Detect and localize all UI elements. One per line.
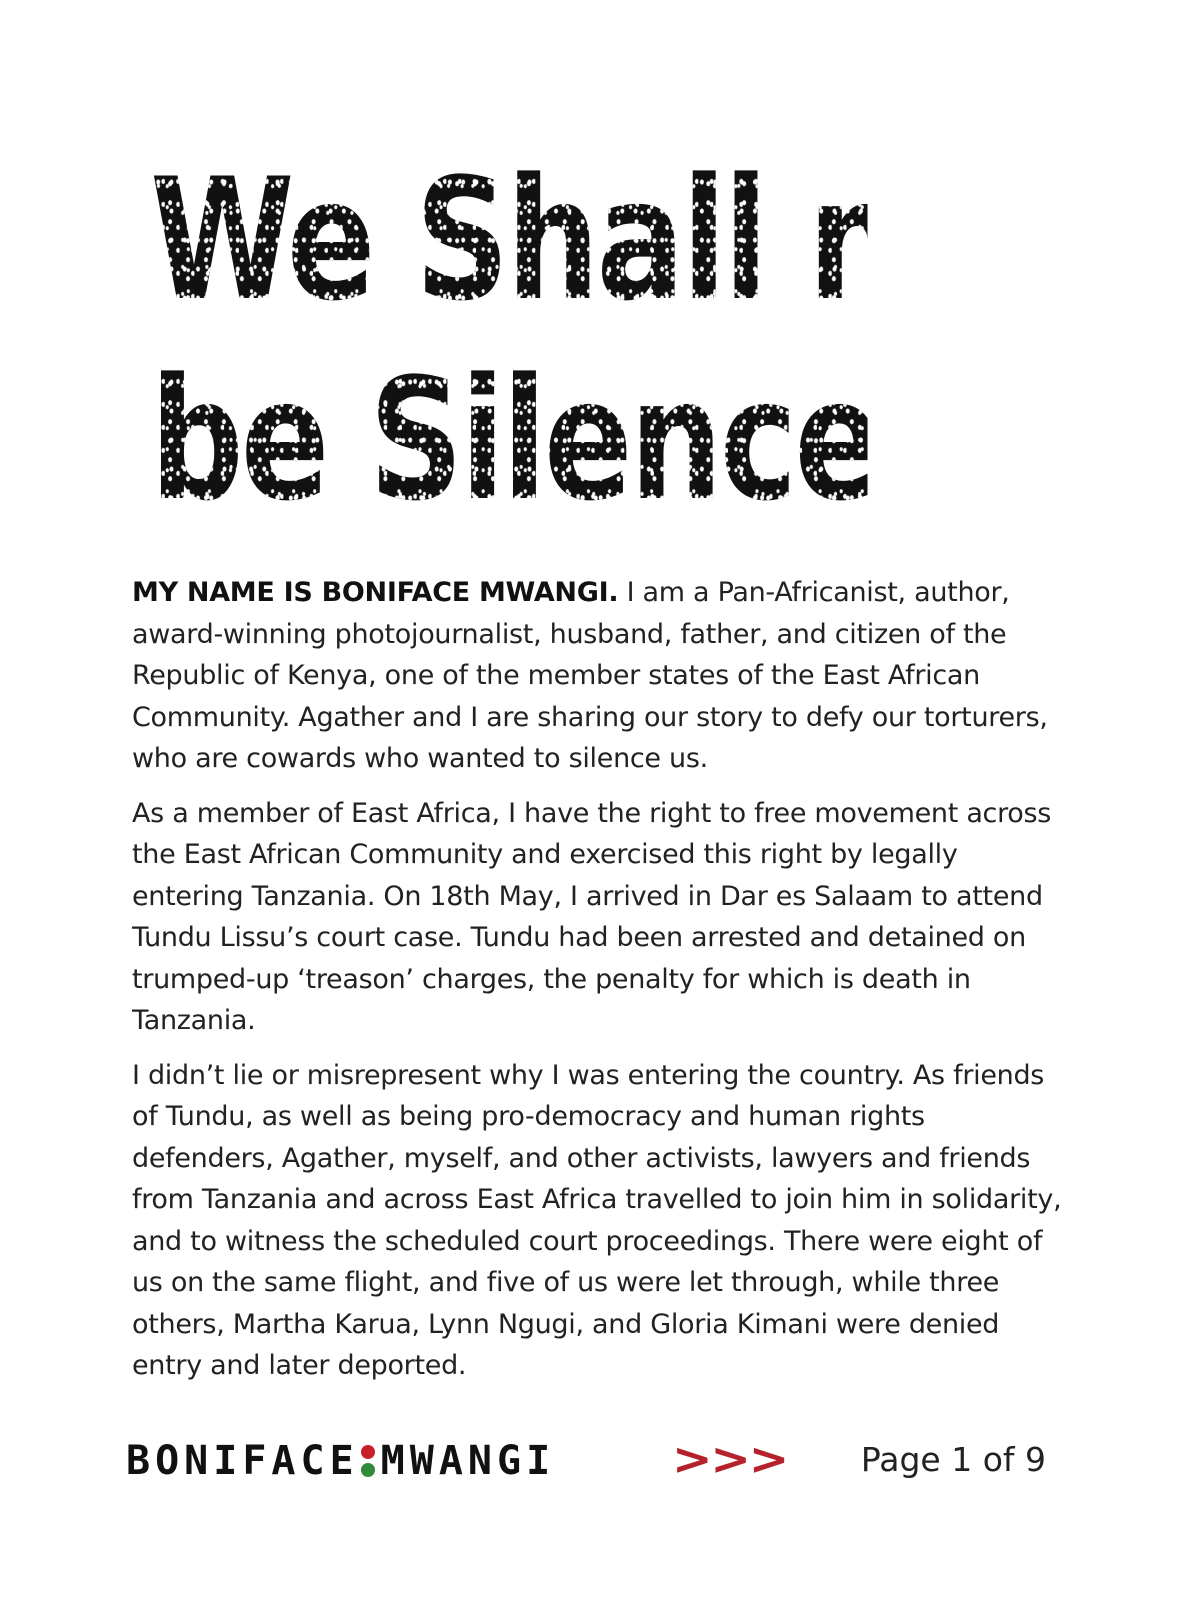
paragraph-1 xyxy=(132,572,1062,780)
logo-dot-green xyxy=(361,1463,375,1477)
article-body xyxy=(132,572,1062,1400)
page-footer xyxy=(126,1432,1046,1492)
next-page-arrows-icon: >>> xyxy=(672,1434,788,1485)
headline-line-1: We Shall not xyxy=(150,142,1045,338)
logo-last-name: MWANGI xyxy=(380,1438,556,1484)
page-number: Page 1 of 9 xyxy=(860,1440,1046,1479)
boniface-mwangi-logo xyxy=(126,1438,555,1484)
headline-line-2: be Silenced! xyxy=(150,342,1028,538)
headline xyxy=(150,140,1070,540)
logo-dots-icon xyxy=(361,1445,375,1477)
paragraph-1-text: I am a Pan-Africanist, author, award-winning photojournalist, husband, father, and citizen of the Republic of Kenya, one of the member states of the East African Community. Agather and I are sharing our story to defy our torturers, who are cowards who wanted to silence us. xyxy=(132,577,1048,774)
paragraph-2: As a member of East Africa, I have the right to free movement across the East African Community and exercised this right by legally entering Tanzania. On 18th May, I arrived in Dar es Salaam to attend Tundu Lissu’s court case. Tundu had been arrested and detained on trumped-up ‘treason’ charges, the penalty for which is death in Tanzania. xyxy=(132,797,1052,1036)
paragraph-3: I didn’t lie or misrepresent why I was entering the country. As friends of Tundu, as well as being pro-democracy and human rights defenders, Agather, myself, and other activists, lawyers and friends from Tanzania and across East Africa travelled to join him in solidarity, and to witness the scheduled court proceedings. There were eight of us on the same flight, and five of us were let through, while three others, Martha Karua, Lynn Ngugi, and Gloria Kimani were denied entry and later deported. xyxy=(132,1059,1062,1381)
lead-in: MY NAME IS BONIFACE MWANGI. xyxy=(132,577,619,608)
logo-dot-red xyxy=(361,1445,375,1459)
logo-first-name: BONIFACE xyxy=(126,1438,359,1484)
